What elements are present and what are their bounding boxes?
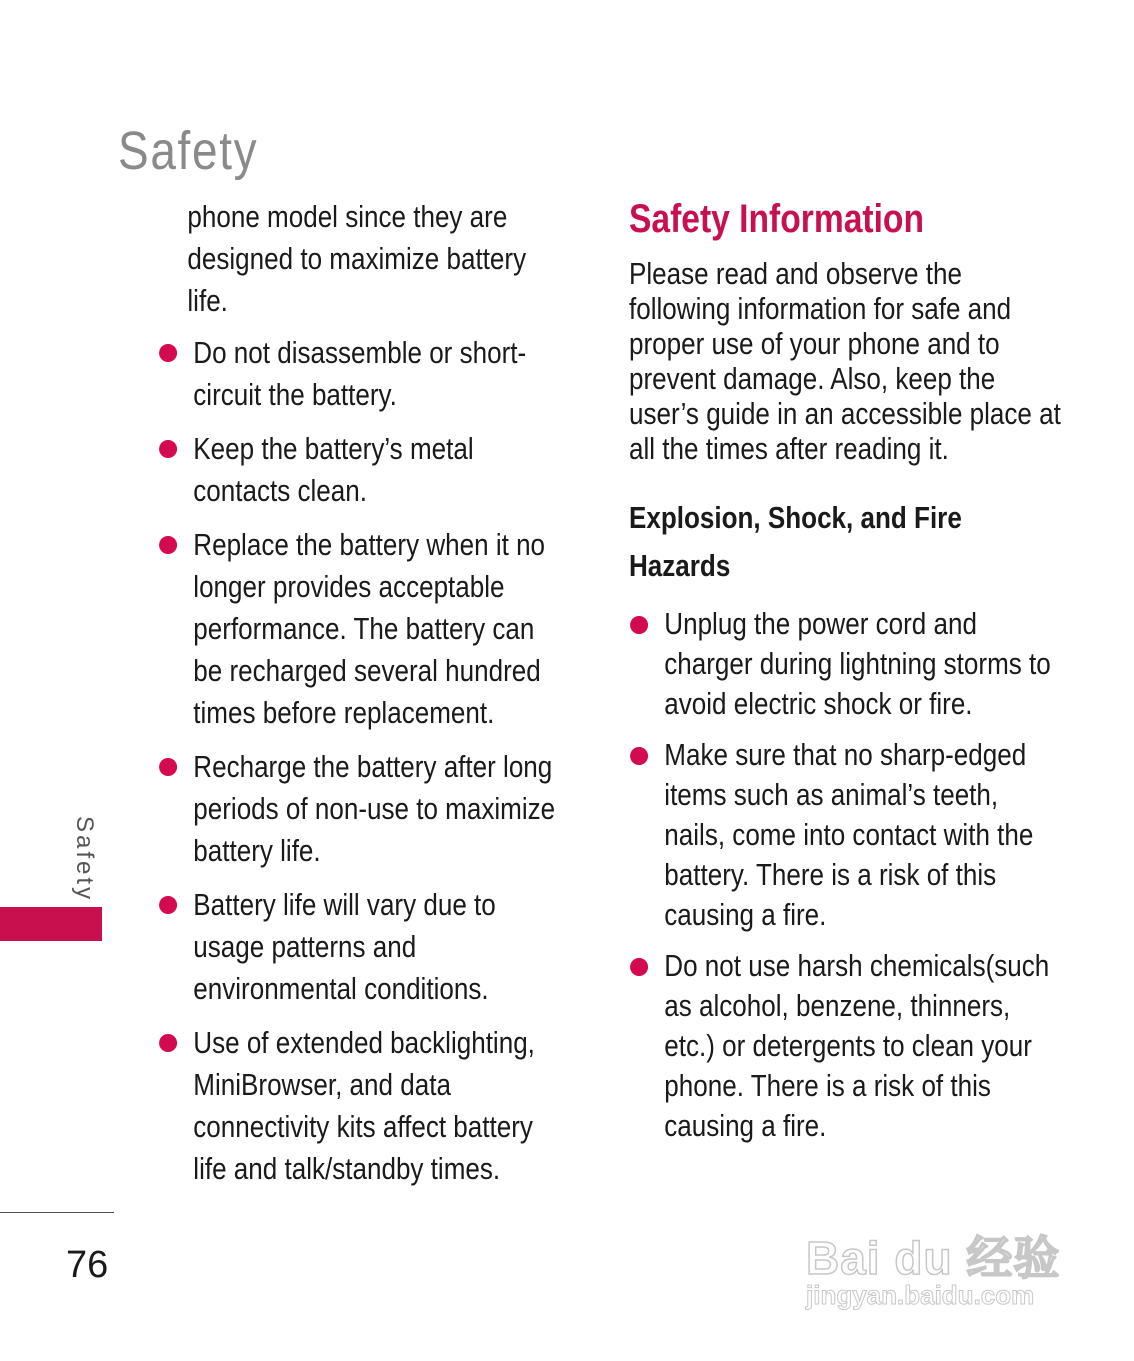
list-item-text: Do not use harsh chemicals(such as alcohol, benzene, thinners, etc.) or detergents to clean your phone. There is a risk of this causing a fire. [664,948,1050,1143]
bullet-icon [630,747,648,765]
bullet-icon [630,958,648,976]
list-item [158,884,570,1010]
watermark [806,1222,1066,1322]
list-item-text: Keep the battery’s metal contacts clean. [193,431,474,508]
list-item [629,735,1066,935]
section-heading: Safety Information [629,197,924,241]
side-tab-marker [0,907,102,941]
list-item-text: Make sure that no sharp-edged items such as animal’s teeth, nails, come into contact with the battery. There is a risk of this causing a fire. [664,737,1034,932]
list-item [158,332,570,416]
battery-tips-list [158,332,570,1190]
list-item [158,746,570,872]
list-item [629,946,1066,1146]
list-item-text: Do not disassemble or short-circuit the battery. [193,335,527,412]
bullet-icon [159,536,177,554]
continued-paragraph: phone model since they are designed to maximize battery life. [187,199,527,318]
list-item-text: Use of extended backlighting, MiniBrowser, and data connectivity kits affect battery life and talk/standby times. [193,1025,535,1186]
bullet-icon [159,896,177,914]
list-item [158,428,570,512]
footer-divider [0,1212,114,1213]
page-title: Safety [118,121,259,182]
bullet-icon [159,344,177,362]
page-number: 76 [66,1244,109,1286]
hazards-subheading: Explosion, Shock, and Fire Hazards [629,500,962,583]
watermark-logo-text: Bai du 经验 [806,1232,1061,1284]
left-column [158,196,570,1202]
bullet-icon [159,758,177,776]
list-item-text: Replace the battery when it no longer provides acceptable performance. The battery can be recharged several hundred times before replacement. [193,527,546,730]
list-item [629,604,1066,724]
list-item [158,524,570,734]
intro-paragraph: Please read and observe the following information for safe and proper use of your phone and to prevent damage. Also, keep the user’s guide in an accessible place at all the times after reading it. [629,256,1061,466]
side-tab-label: Safety [71,816,98,903]
watermark-url: jingyan.baidu.com [806,1280,1035,1310]
bullet-icon [159,1034,177,1052]
bullet-icon [630,616,648,634]
hazards-list [629,604,1066,1146]
list-item [158,1022,570,1190]
list-item-text: Recharge the battery after long periods of non-use to maximize battery life. [193,749,556,868]
list-item-text: Battery life will vary due to usage patterns and environmental conditions. [193,887,496,1006]
bullet-icon [159,440,177,458]
right-column [629,196,1066,1157]
list-item-text: Unplug the power cord and charger during lightning storms to avoid electric shock or fire. [664,606,1051,721]
